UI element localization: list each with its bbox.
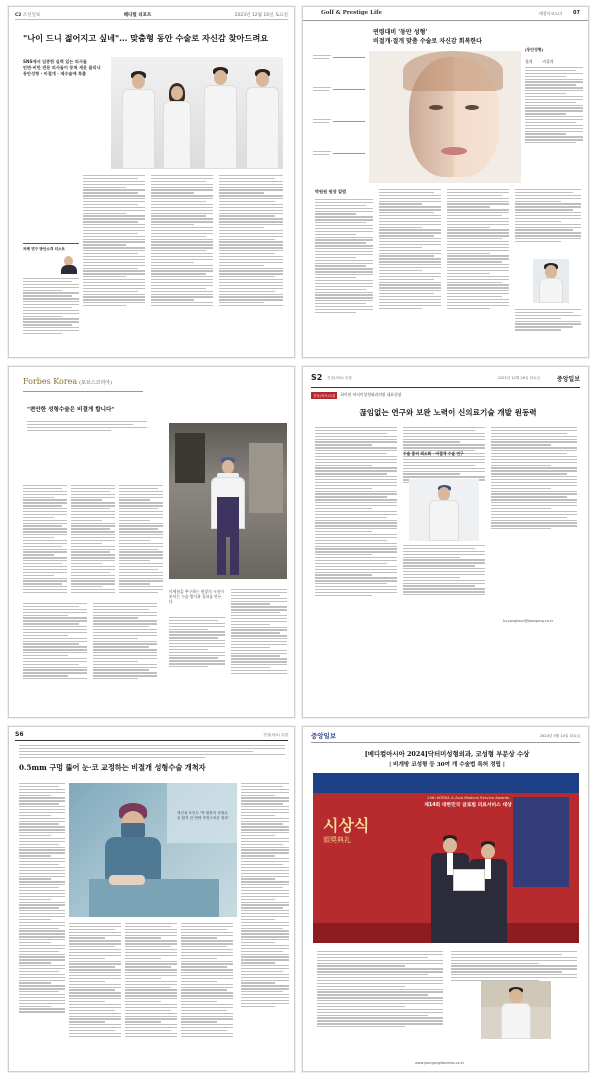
ceremony-title: 시상식 [323,816,370,835]
right-sidebar [525,47,583,187]
headline: 0.5mm 구멍 뚫어 눈·코 교정하는 비절개 성형수술 개척자 [19,763,206,772]
logo-sub: (포브스코리아) [79,380,113,386]
sidebar-item-0: 절개 [525,59,533,64]
body-col5 [241,783,289,1008]
body-col2 [69,923,121,1039]
section-tag: 건강(의료)특집 [313,393,336,398]
photo-quote: 혁신성 포인트 '박 원장의 성형수술 원칙 한 번에 자연스러운 결과' [177,811,229,820]
clipping-joongang-award [302,726,589,1072]
date: 2024년 5월 14일 화요일 [539,734,580,738]
folio: 07 [573,10,580,16]
doctor-portrait [481,981,551,1039]
deck-lines [27,421,147,433]
page-header [303,7,588,21]
body-col2 [379,189,441,310]
body-col3 [447,189,509,310]
sidebar-item-1: 비절개 [542,59,554,64]
forbes-logo: Forbes Korea (포브스코리아) [23,377,113,386]
section-name: Golf & Prestige Life [321,10,382,16]
headline: 연령대비 '동안 성형' 비절개·절개 맞춤 수술로 자신감 회복한다 [373,29,482,45]
folio: S6 [15,731,24,738]
banner-top-text: 14th KOREA & Asia Medical Service Awards [426,795,510,800]
clipping-golf-prestige [302,6,589,358]
clipping-forbes [8,366,295,718]
body-col2 [71,485,115,595]
deck: SNS에서 입증한 실력 있는 의사들 안면·비만 전문 의사들이 뭉쳐 세운 클리닉 동안성형 · 비절개 · 재수술에 특출 [23,59,101,76]
subheadline: | 비개방 코성형 등 30여 개 수술법 특허 정립 | [389,762,505,768]
sub-heading: 박원원 원장 칼럼 [315,189,347,194]
pull-quote: 미세함을 추구하는 원장의 시선이 보이는 수술 방식과 결과를 만든다 [169,589,224,605]
section-name: 헤디컬 리포트 [123,12,152,18]
headline: 끊임없는 연구와 보완 노력이 신의료기술 개발 원동력 [359,408,537,417]
body-col2c [403,545,485,597]
body-col1 [315,427,397,598]
body-text-col2 [151,175,213,308]
paper-logo: 중앙일보 [556,376,580,383]
paper-name: 조선일보 [22,12,41,18]
box-title: 차례 연구 방안소개 리스트 [23,247,65,251]
footer-url: www.joongangilbonews.co.kr [415,1061,465,1065]
tag-text: 하이원 닥터미성형외과의원 대표원장 [340,392,402,397]
body-col3 [119,485,163,595]
body-col1 [19,783,65,1014]
body-col4b [515,309,581,332]
clipping-chosun [8,6,295,358]
folio: C2 [15,12,22,18]
paper-logo: 중앙일보 [311,732,337,740]
clipping-joongang-s2 [302,366,589,718]
face-comparison-photo [369,51,521,183]
doctor-portrait [409,479,479,541]
body-text-col3 [219,175,283,308]
body-col1 [317,951,443,1029]
subhead: 수술 흉터 최소화 · 비절개 수술 연구 [403,451,464,456]
page-header [311,731,580,743]
body-text-col1 [83,175,145,308]
body-col4 [23,603,87,681]
folio: S2 [311,373,323,382]
date: 2023년 12월 16일 토요일 [234,12,288,18]
body-col4 [515,189,581,244]
body-col6 [169,617,225,669]
clipping-s6 [8,726,295,1072]
page-header [311,373,580,385]
doctor-office-photo [169,423,287,579]
headline: "편안한 성형수술은 비결게 합니다" [27,407,115,413]
paper-name: 매경이코노미 [538,11,562,16]
doctor-portrait [533,259,569,303]
sidebar-heading: (동안성형) [525,47,544,52]
section-name: 건강(의료) 특집 [327,376,352,380]
award-ceremony-photo [313,773,579,943]
left-diagram [313,47,367,182]
byline: hy.yangheon@joongang.co.kr [503,619,554,623]
body-col7 [231,589,287,676]
body-col3 [125,923,177,1039]
headline: [메디컬아시아 2024]닥터미성형외과, 코성형 부문상 수상 [364,750,530,758]
sidebar-box [23,243,79,345]
surgery-photo [69,783,237,917]
tag-row [311,391,401,399]
body-col1 [23,485,67,595]
body-col2 [451,951,577,983]
date: 2023년 12월 26일 화요일 [497,376,540,380]
body-col1 [315,199,373,315]
body-col3 [491,427,577,531]
section-name: 건강(의료) 특집 [263,733,288,737]
intro-lines [19,745,285,759]
body-col5 [93,603,157,681]
ceremony-title-han: 頒獎典礼 [323,836,351,844]
group-photo [111,57,283,169]
banner-main-text: 제14회 대한민국 글로벌 의료서비스 대상 [424,803,512,808]
body-col4 [181,923,233,1039]
page-header [15,731,288,741]
headline: "나이 드니 젊어지고 싶네"… 맞춤형 동안 수술로 자신감 찾아드려요 [23,33,269,43]
page-header [15,10,288,20]
